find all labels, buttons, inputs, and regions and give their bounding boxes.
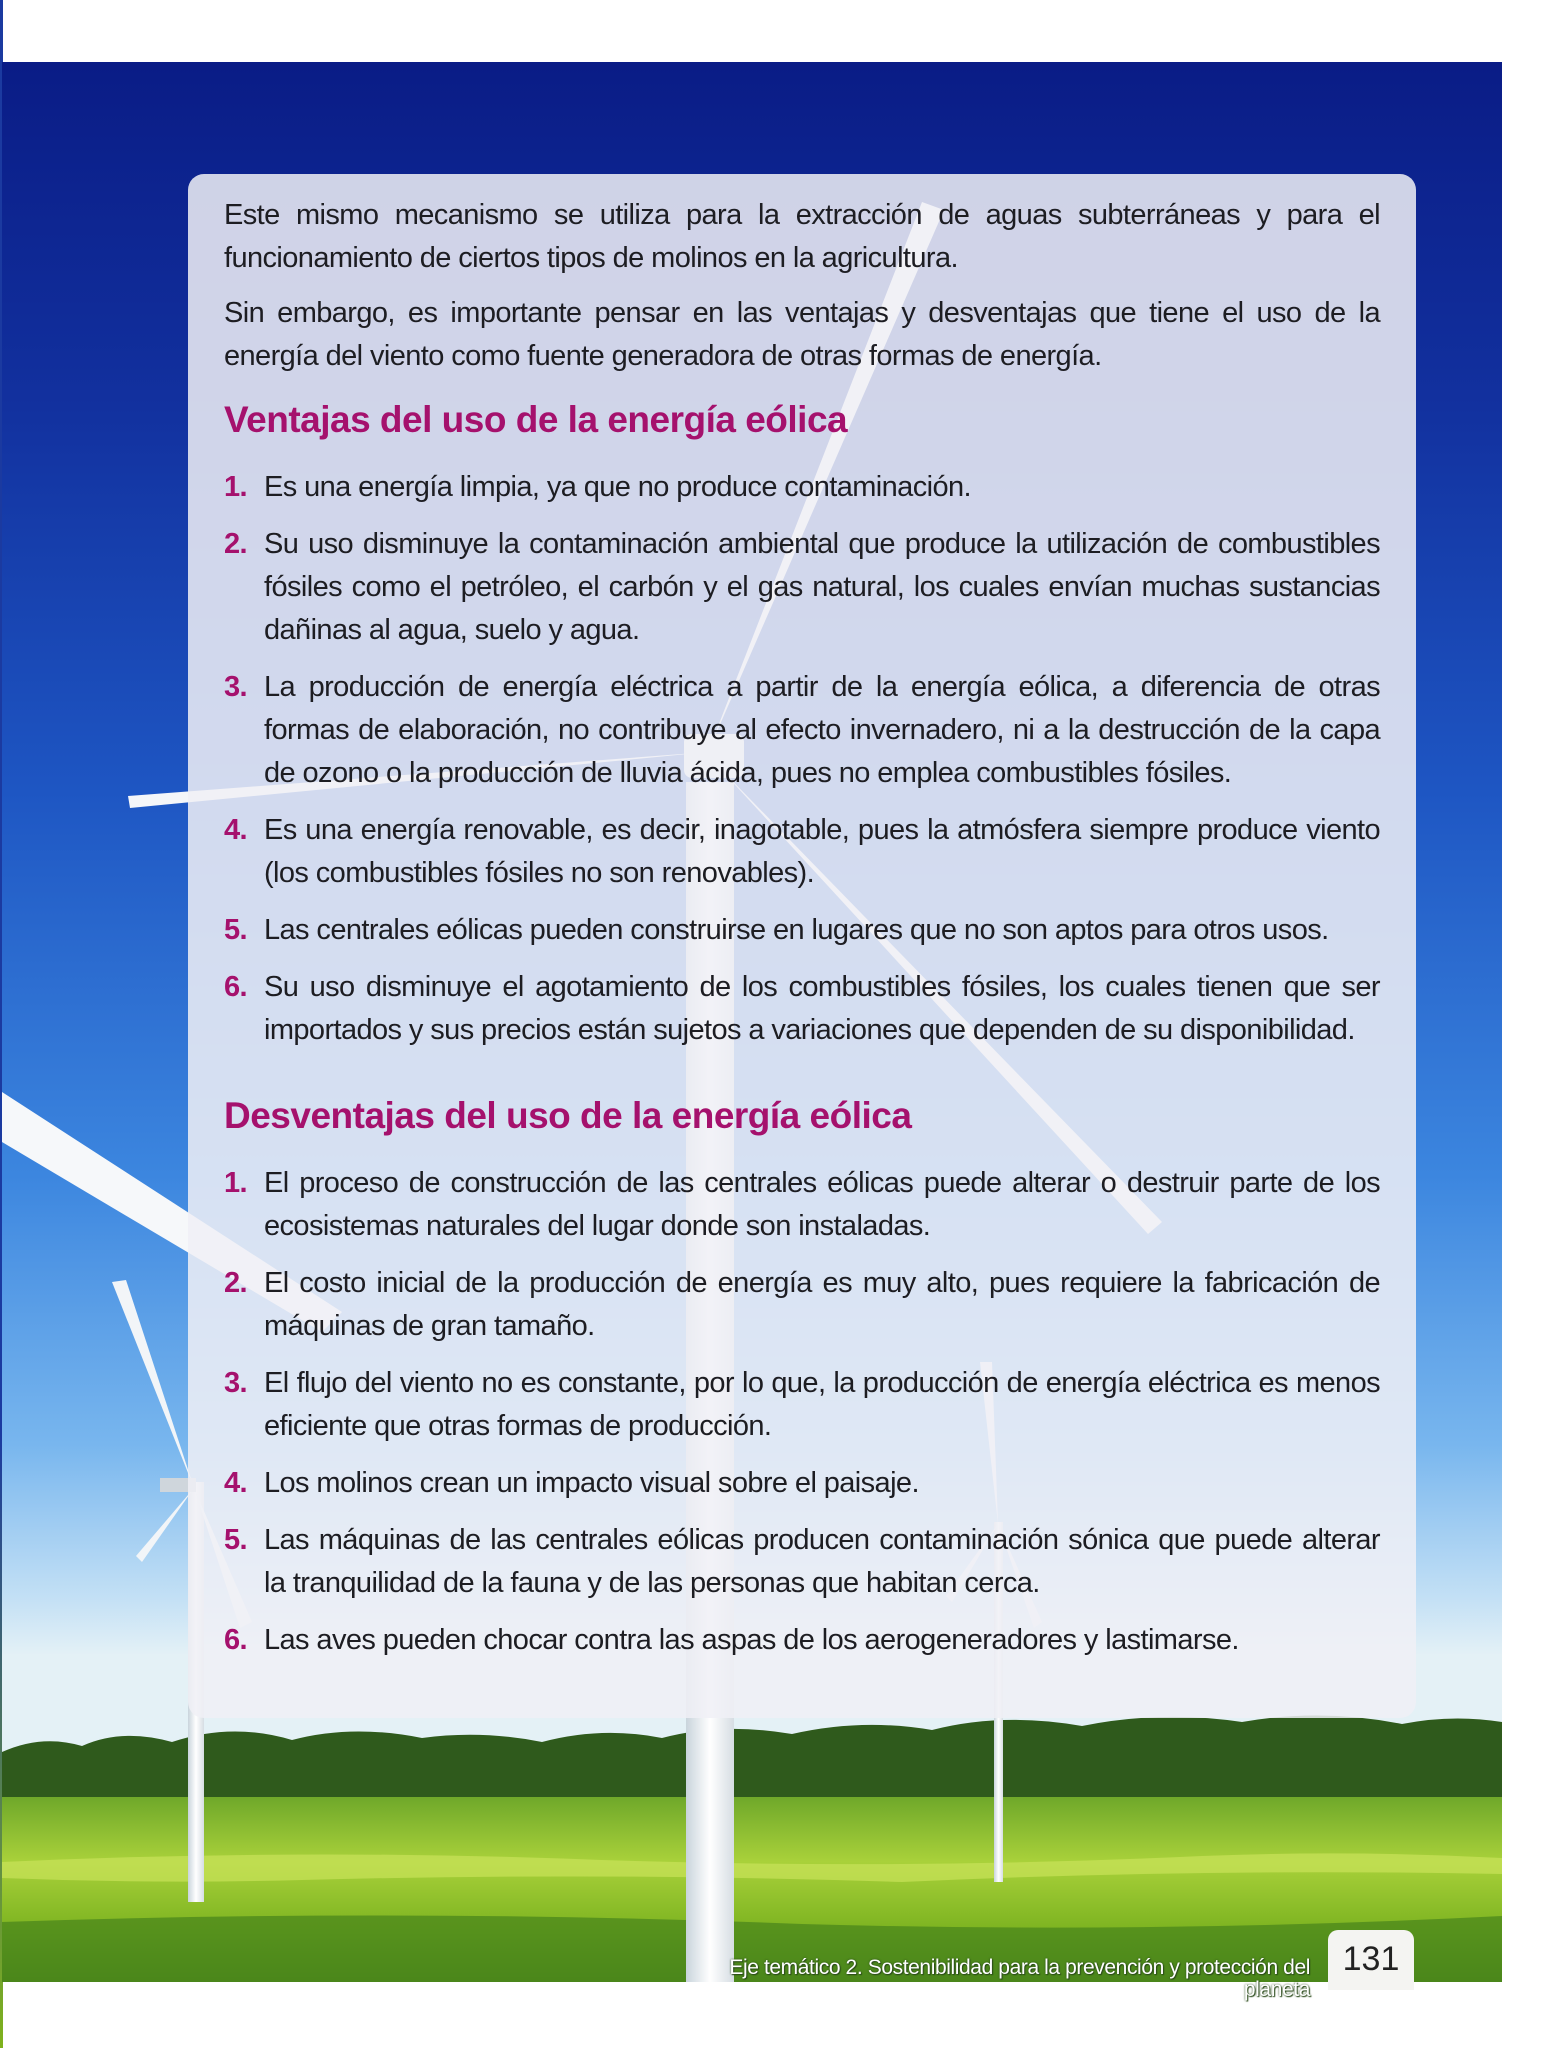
list-text: La producción de energía eléctrica a partir de la energía eólica, a diferencia de otras formas de elaboración, no contribuye al efecto invernadero, ni a la destrucción de la capa de ozono o la producción de lluvia ácida, pues no emplea combustibles fósiles. (264, 671, 1380, 789)
footer-section-text: Eje temático 2. Sostenibilidad para la prevención y protección del planeta (729, 1956, 1310, 2001)
list-item (224, 523, 1380, 652)
list-item (224, 809, 1380, 895)
list-number: 6. (224, 971, 247, 1003)
list-number: 5. (224, 914, 247, 946)
list-number: 5. (224, 1524, 247, 1556)
list-number: 3. (224, 1367, 247, 1399)
list-number: 3. (224, 671, 247, 703)
list-number: 4. (224, 1467, 247, 1499)
list-number: 2. (224, 1267, 247, 1299)
disadvantages-list (224, 1162, 1380, 1662)
list-text: Los molinos crean un impacto visual sobre el paisaje. (264, 1467, 919, 1499)
list-text: Su uso disminuye la contaminación ambiental que produce la utilización de combustibles fósiles como el petróleo, el carbón y el gas natural, los cuales envían muchas sustancias dañinas al agua, suelo y agua. (264, 528, 1380, 646)
intro-paragraph-1: Este mismo mecanismo se utiliza para la extracción de aguas subterráneas y para el funcionamiento de ciertos tipos de molinos en la agricultura. (224, 199, 1380, 274)
advantages-list (224, 466, 1380, 1052)
list-item (224, 466, 1380, 509)
intro-paragraph-2: Sin embargo, es importante pensar en las ventajas y desventajas que tiene el uso de la energía del viento como fuente generadora de otras formas de energía. (224, 297, 1380, 372)
disadvantages-heading: Desventajas del uso de la energía eólica (224, 1095, 912, 1136)
page-number: 131 (1328, 1930, 1414, 1990)
list-item (224, 1462, 1380, 1505)
list-item (224, 1519, 1380, 1605)
list-text: Las máquinas de las centrales eólicas producen contaminación sónica que puede alterar la tranquilidad de la fauna y de las personas que habitan cerca. (264, 1524, 1380, 1599)
list-text: El flujo del viento no es constante, por lo que, la producción de energía eléctrica es menos eficiente que otras formas de producción. (264, 1367, 1380, 1442)
list-text: Su uso disminuye el agotamiento de los combustibles fósiles, los cuales tienen que ser importados y sus precios están sujetos a variaciones que dependen de su disponibilidad. (264, 971, 1380, 1046)
list-item (224, 1262, 1380, 1348)
list-item (224, 1362, 1380, 1448)
list-number: 4. (224, 814, 247, 846)
list-text: Las aves pueden chocar contra las aspas de los aerogeneradores y lastimarse. (264, 1624, 1239, 1656)
list-text: El proceso de construcción de las centrales eólicas puede alterar o destruir parte de los ecosistemas naturales del lugar donde son instaladas. (264, 1167, 1380, 1242)
list-item (224, 909, 1380, 952)
advantages-heading: Ventajas del uso de la energía eólica (224, 399, 848, 440)
wind-farm-background (2, 62, 1502, 1982)
content-card (188, 174, 1416, 1718)
list-number: 1. (224, 1167, 247, 1199)
list-number: 6. (224, 1624, 247, 1656)
list-item (224, 1619, 1380, 1662)
list-item (224, 966, 1380, 1052)
list-text: El costo inicial de la producción de energía es muy alto, pues requiere la fabricación de máquinas de gran tamaño. (264, 1267, 1380, 1342)
list-number: 1. (224, 471, 247, 503)
list-item (224, 1162, 1380, 1248)
list-text: Las centrales eólicas pueden construirse en lugares que no son aptos para otros usos. (264, 914, 1329, 946)
list-text: Es una energía renovable, es decir, inagotable, pues la atmósfera siempre produce viento (los combustibles fósiles no son renovables). (264, 814, 1380, 889)
list-item (224, 666, 1380, 795)
list-number: 2. (224, 528, 247, 560)
list-text: Es una energía limpia, ya que no produce contaminación. (264, 471, 971, 503)
footer-section-label (660, 1956, 1310, 2001)
